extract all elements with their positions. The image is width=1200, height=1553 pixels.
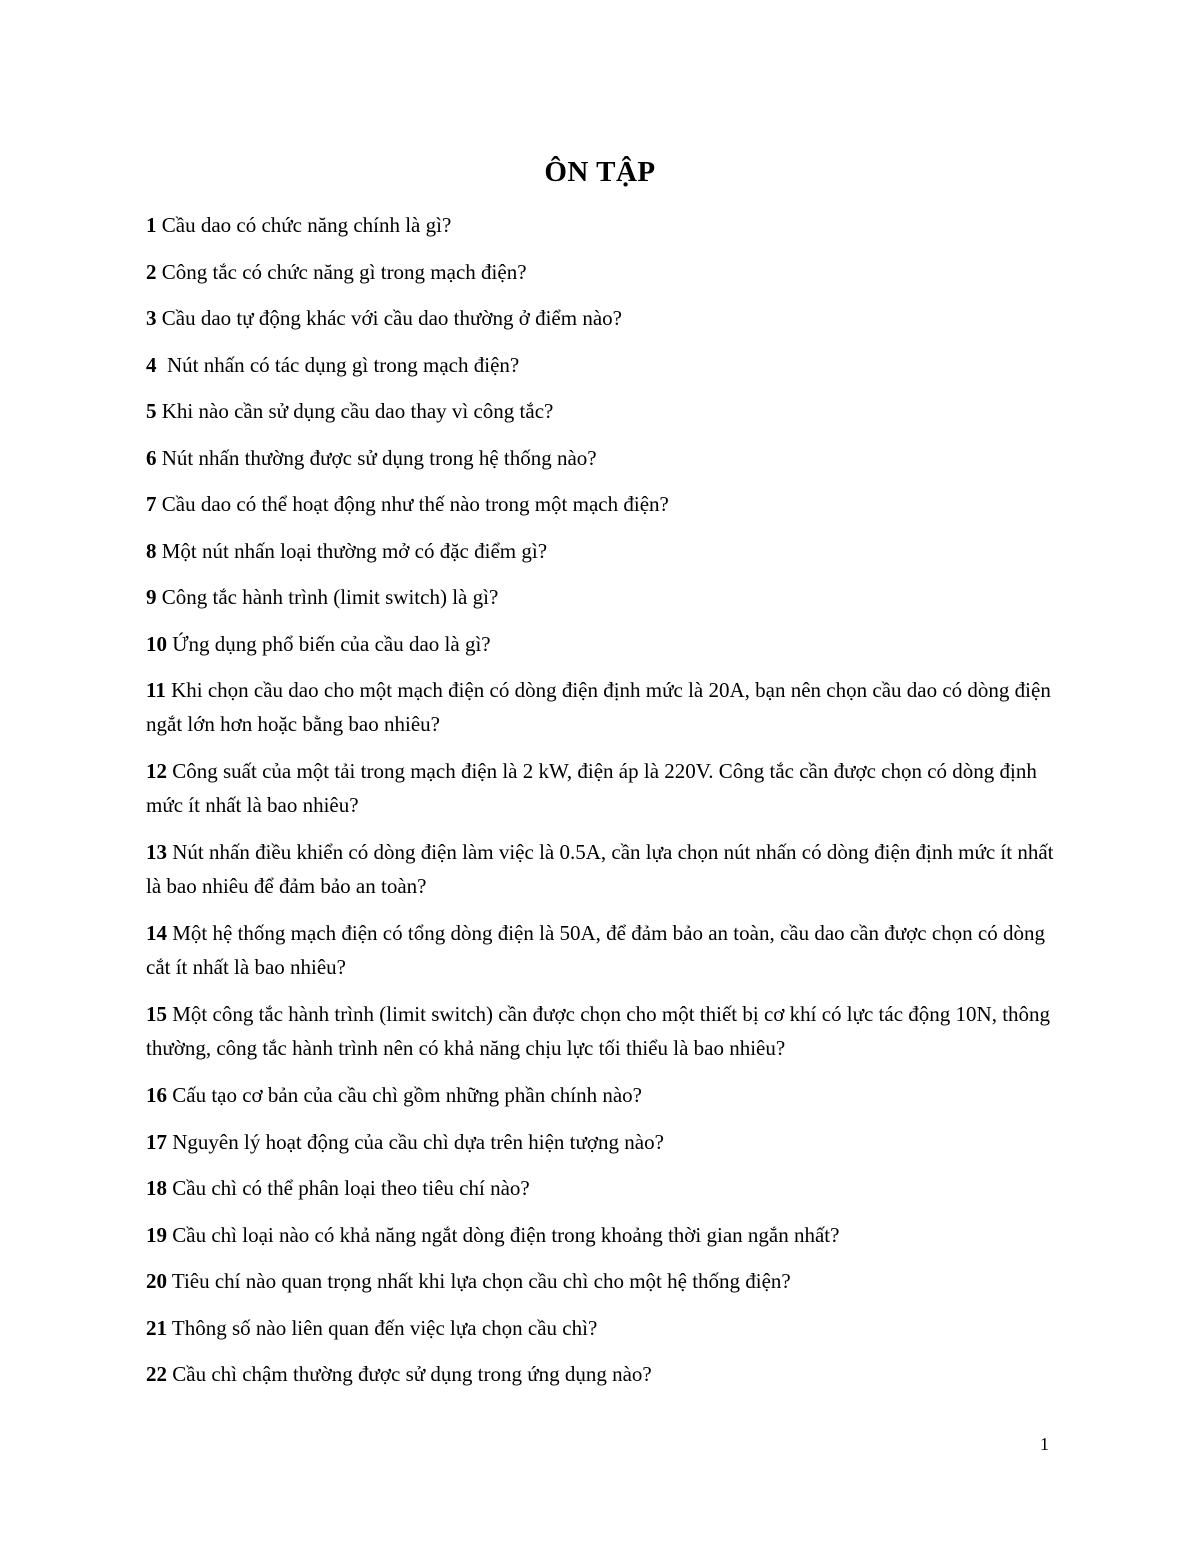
question-text: Một công tắc hành trình (limit switch) cần được chọn cho một thiết bị cơ khí có lực tác động 10N, thông thường, công tắc hành trình nên có khả năng chịu lực tối thiểu là bao nhiêu? (146, 1002, 1051, 1060)
question-text: Nút nhấn điều khiển có dòng điện làm việc là 0.5A, cần lựa chọn nút nhấn có dòng điện định mức ít nhất là bao nhiêu để đảm bảo an toàn? (146, 840, 1054, 898)
question-number: 7 (146, 492, 157, 516)
question-item (142, 916, 1072, 984)
question-item (142, 301, 1072, 335)
question-item (142, 487, 1072, 521)
question-number: 2 (146, 259, 157, 284)
question-text: Ứng dụng phổ biến của cầu dao là gì? (167, 631, 491, 656)
question-item (142, 534, 1072, 568)
question-number: 10 (146, 631, 167, 656)
question-number: 8 (146, 538, 157, 563)
question-item (142, 1357, 1072, 1391)
question-text: Cầu dao có thể hoạt động như thế nào trong một mạch điện? (156, 492, 669, 516)
question-item (142, 394, 1072, 428)
question-item (142, 835, 1072, 903)
question-number: 15 (146, 1002, 167, 1026)
question-item (142, 1078, 1072, 1112)
question-item (142, 1218, 1072, 1252)
question-text: Cầu chì loại nào có khả năng ngắt dòng điện trong khoảng thời gian ngắn nhất? (167, 1222, 840, 1247)
question-item (142, 1171, 1072, 1205)
question-text: Khi nào cần sử dụng cầu dao thay vì công tắc? (156, 399, 554, 423)
question-item (142, 255, 1072, 289)
question-number: 20 (146, 1269, 167, 1293)
question-text: Cầu chì có thể phân loại theo tiêu chí nào? (167, 1176, 530, 1200)
question-text: Một nút nhấn loại thường mở có đặc điểm gì? (156, 538, 548, 563)
question-number: 5 (146, 399, 157, 423)
question-number: 21 (146, 1315, 167, 1340)
question-text: Thông số nào liên quan đến việc lựa chọn cầu chì? (167, 1315, 598, 1340)
question-text: Nút nhấn thường được sử dụng trong hệ thống nào? (156, 445, 597, 470)
question-text: Công tắc có chức năng gì trong mạch điện? (156, 259, 527, 284)
question-item (142, 673, 1072, 741)
question-text: Cầu dao có chức năng chính là gì? (156, 213, 452, 237)
question-text: Nút nhấn có tác dụng gì trong mạch điện? (156, 352, 520, 377)
question-number: 22 (146, 1362, 167, 1386)
question-number: 1 (146, 213, 157, 237)
question-item (142, 1264, 1072, 1298)
question-number: 12 (146, 759, 167, 783)
question-number: 6 (146, 445, 157, 470)
question-item (142, 754, 1072, 822)
question-item (142, 208, 1072, 242)
question-text: Cầu dao tự động khác với cầu dao thường ở điểm nào? (156, 306, 622, 330)
question-item (142, 580, 1072, 614)
question-number: 3 (146, 306, 157, 330)
question-number: 11 (146, 678, 166, 702)
question-text: Cấu tạo cơ bản của cầu chì gồm những phần chính nào? (167, 1083, 643, 1107)
question-text: Cầu chì chậm thường được sử dụng trong ứng dụng nào? (167, 1362, 652, 1386)
question-item (142, 441, 1072, 475)
question-item (142, 1125, 1072, 1159)
question-text: Nguyên lý hoạt động của cầu chì dựa trên hiện tượng nào? (167, 1129, 664, 1154)
question-number: 17 (146, 1129, 167, 1154)
question-text: Một hệ thống mạch điện có tổng dòng điện là 50A, để đảm bảo an toàn, cầu dao cần được chọn có dòng cắt ít nhất là bao nhiêu? (146, 921, 1046, 979)
page-number: 1 (1040, 1434, 1049, 1454)
question-number: 14 (146, 921, 167, 945)
question-number: 19 (146, 1222, 167, 1247)
question-text: Công suất của một tải trong mạch điện là 2 kW, điện áp là 220V. Công tắc cần được chọn có dòng định mức ít nhất là bao nhiêu? (146, 759, 1037, 817)
question-text: Công tắc hành trình (limit switch) là gì? (156, 585, 499, 609)
question-text: Khi chọn cầu dao cho một mạch điện có dòng điện định mức là 20A, bạn nên chọn cầu dao có dòng điện ngắt lớn hơn hoặc bằng bao nhiêu? (146, 678, 1051, 736)
question-number: 9 (146, 585, 157, 609)
question-number: 16 (146, 1083, 167, 1107)
question-item (142, 997, 1072, 1065)
question-number: 4 (146, 352, 157, 377)
page-title: ÔN TẬP (544, 156, 656, 188)
question-number: 13 (146, 840, 167, 864)
question-item (142, 627, 1072, 661)
question-item (142, 348, 1072, 382)
question-text: Tiêu chí nào quan trọng nhất khi lựa chọn cầu chì cho một hệ thống điện? (167, 1269, 791, 1293)
question-item (142, 1311, 1072, 1345)
question-number: 18 (146, 1176, 167, 1200)
question-list (142, 208, 1072, 1404)
